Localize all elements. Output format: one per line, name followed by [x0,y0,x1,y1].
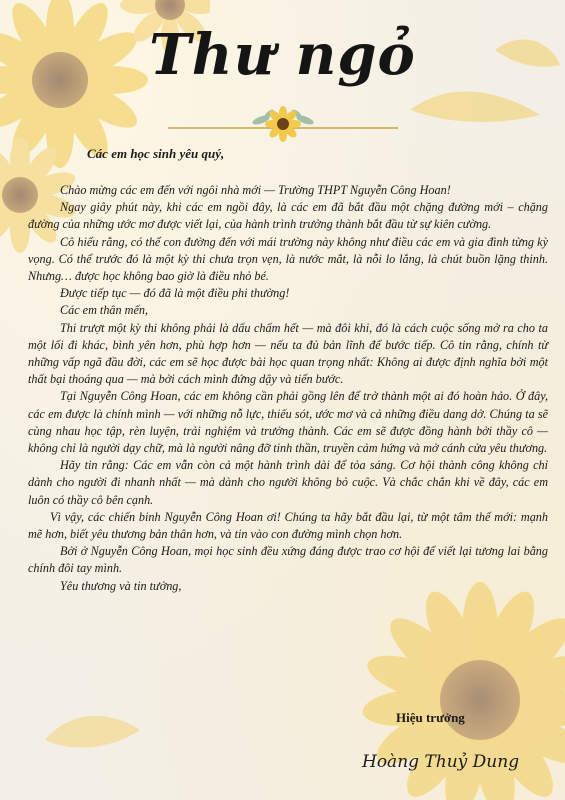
paragraph-welcome: Chào mừng các em đến với ngôi nhà mới — Trường THPT Nguyễn Công Hoan! [60,183,451,197]
paragraph-dear: Các em thân mến, [60,303,149,318]
paragraph-future: Bởi ở Nguyễn Công Hoan, mọi học sinh đều xứng đáng được trao cơ hội để viết lại tương lai bằng chính đôi tay mình. [28,544,548,576]
paragraph-school: Tại Nguyễn Công Hoan, các em không cần phải gồng lên để trở thành một ai đó hoàn hảo. Ở đây, các em được là chính mình — với những nỗ lực, thiếu sót, ước mơ và cả những điều dang dở. Chúng ta sẽ cùng nhau học tập, rèn luyện, trải nghiệm và trưởng thành. Các em sẽ được đồng hành bởi thầy cô — không chỉ là người dạy chữ, mà là người nâng đỡ tinh thần, truyền cảm hứng và mở cánh cửa yêu thương. [28,389,548,456]
paragraph-continue: Được tiếp tục — đó đã là một điều phi thường! [60,286,290,301]
letter-body [28,182,548,595]
signer-title: Hiệu trưởng [396,710,465,725]
paragraph-closing: Yêu thương và tin tưởng, [60,578,182,593]
paragraph-understanding: Cô hiểu rằng, có thể con đường đến với mái trường này không như điều các em và gia đình từng kỳ vọng. Có thể trước đó là một kỳ thi chưa trọn vẹn, là nước mắt, là nỗi lo lắng, là chút buồn lặng thinh. Nhưng… được học không bao giờ là điều nhỏ bé. [28,234,548,284]
signer-signature: Hoàng Thuỷ Dung [362,752,520,772]
paragraph-believe: Hãy tin rằng: Các em vẫn còn cả một hành trình dài để tỏa sáng. Cơ hội thành công không chỉ dành cho người đi nhanh nhất — mà dành cho người không bỏ cuộc. Và chắc chắn khi về đây, các em luôn có thầy cô bên cạnh. [28,458,548,507]
letter-greeting: Các em học sinh yêu quý, [87,146,225,161]
paragraph-failure: Thi trượt một kỳ thi không phải là dấu chấm hết — mà đôi khi, đó là cách cuộc sống mở ra cho ta một lối đi khác, bình yên hơn, phù hợp hơn — nếu ta đủ bản lĩnh để bước tiếp. Cô tin rằng, chính từ những vấp ngã đầu đời, các em sẽ học được bài học quan trọng nhất: Không ai được định nghĩa bởi một thất bại thoáng qua — mà bởi cách mình đứng dậy và tiến bước. [28,320,548,387]
leaf-decoration-bottom-left [40,690,150,760]
paragraph-warriors: Vì vậy, các chiến binh Nguyễn Công Hoan ơi! Chúng ta hãy bắt đầu lại, từ một tâm thế mới: mạnh mẽ hơn, biết yêu thương bản thân hơn, và tin vào con đường mình chọn hơn. [28,509,548,542]
letter-title: Thư ngỏ [149,22,416,88]
ornament-sunflower-icon [168,104,398,144]
paragraph-new-journey: Ngay giây phút này, khi các em ngồi đây, là các em đã bắt đầu một chặng đường mới – chặng đường của những ước mơ được viết lại, của hành trình trưởng thành bắt đầu từ sự kiên cường. [28,200,548,232]
